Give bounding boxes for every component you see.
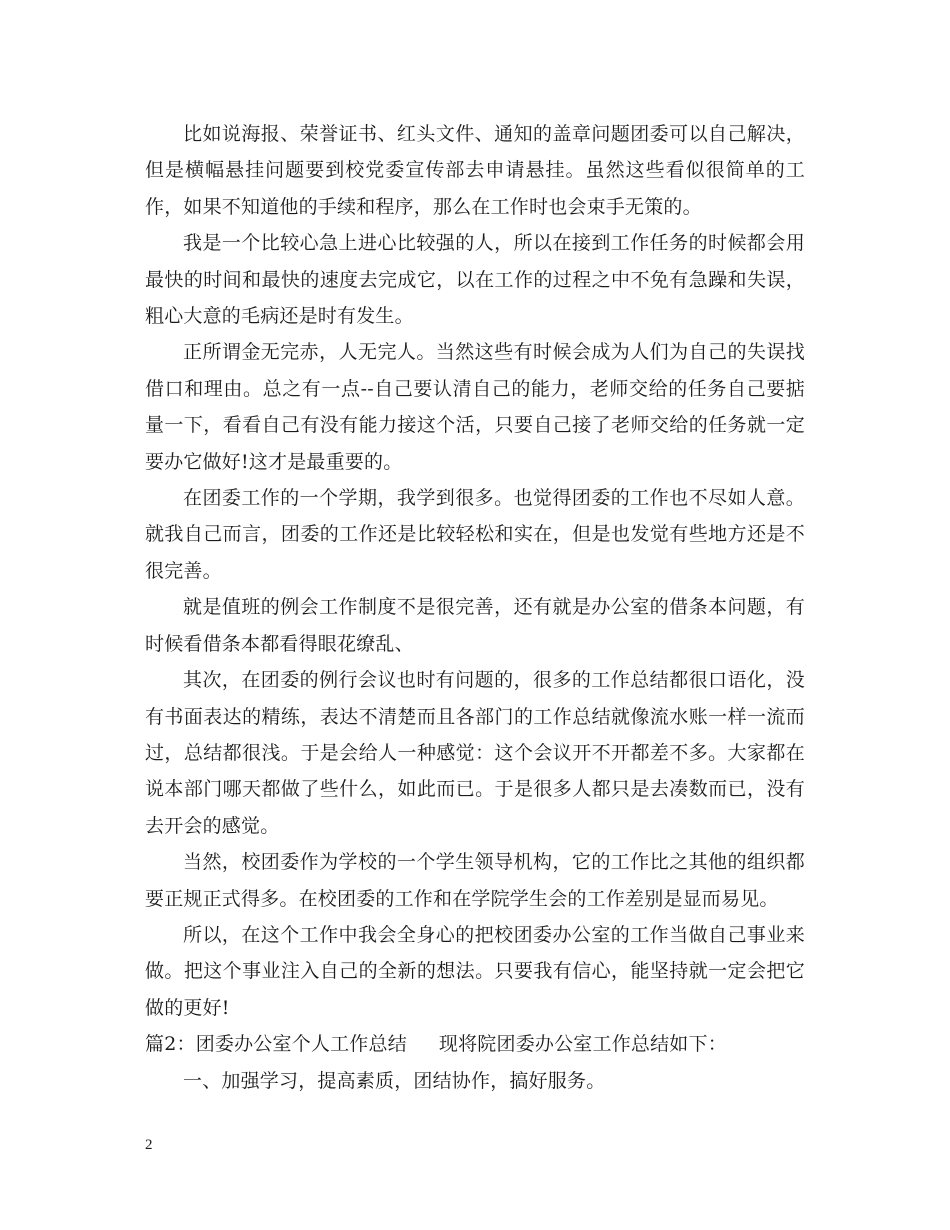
section-heading — [145, 1026, 805, 1062]
subheading: 一、加强学习，提高素质，团结协作，搞好服务。 — [183, 1069, 606, 1092]
paragraph: 当然，校团委作为学校的一个学生领导机构，它的工作比之其他的组织都要正规正式得多。在校团委的工作和在学院学生会的工作差别是显而易见。 — [145, 851, 805, 910]
paragraph: 就是值班的例会工作制度不是很完善，还有就是办公室的借条本问题，有时候看借条本都看得眼花缭乱、 — [145, 596, 805, 655]
paragraph: 在团委工作的一个学期，我学到很多。也觉得团委的工作也不尽如人意。就我自己而言，团委的工作还是比较轻松和实在，但是也发觉有些地方还是不很完善。 — [145, 487, 805, 582]
document-body — [145, 116, 805, 1099]
paragraph: 其次，在团委的例行会议也时有问题的，很多的工作总结都很口语化，没有书面表达的精练，表达不清楚而且各部门的工作总结就像流水账一样一流而过，总结都很浅。于是会给人一种感觉：这个会议开不开都差不多。大家都在说本部门哪天都做了些什么，如此而已。于是很多人都只是去凑数而已，没有去开会的感觉。 — [145, 669, 805, 837]
section-heading-label: 篇2：团委办公室个人工作总结 — [145, 1033, 407, 1056]
paragraph: 我是一个比较心急上进心比较强的人，所以在接到工作任务的时候都会用最快的时间和最快的速度去完成它，以在工作的过程之中不免有急躁和失误，粗心大意的毛病还是时有发生。 — [145, 232, 805, 328]
section-heading-intro: 现将院团委办公室工作总结如下： — [438, 1033, 727, 1056]
page-number: 2 — [145, 1137, 153, 1153]
paragraph: 正所谓金无完赤，人无完人。当然这些有时候会成为人们为自己的失误找借口和理由。总之有一点--自己要认清自己的能力，老师交给的任务自己要掂量一下，看看自己有没有能力接这个活，只要自己接了老师交给的任务就一定要办它做好!这才是最重要的。 — [145, 341, 805, 473]
paragraph: 所以，在这个工作中我会全身心的把校团委办公室的工作当做自己事业来做。把这个事业注入自己的全新的想法。只要我有信心，能坚持就一定会把它做的更好! — [145, 923, 805, 1019]
paragraph: 比如说海报、荣誉证书、红头文件、通知的盖章问题团委可以自己解决，但是横幅悬挂问题要到校党委宣传部去申请悬挂。虽然这些看似很简单的工作，如果不知道他的手续和程序，那么在工作时也会束手无策的。 — [145, 123, 805, 218]
